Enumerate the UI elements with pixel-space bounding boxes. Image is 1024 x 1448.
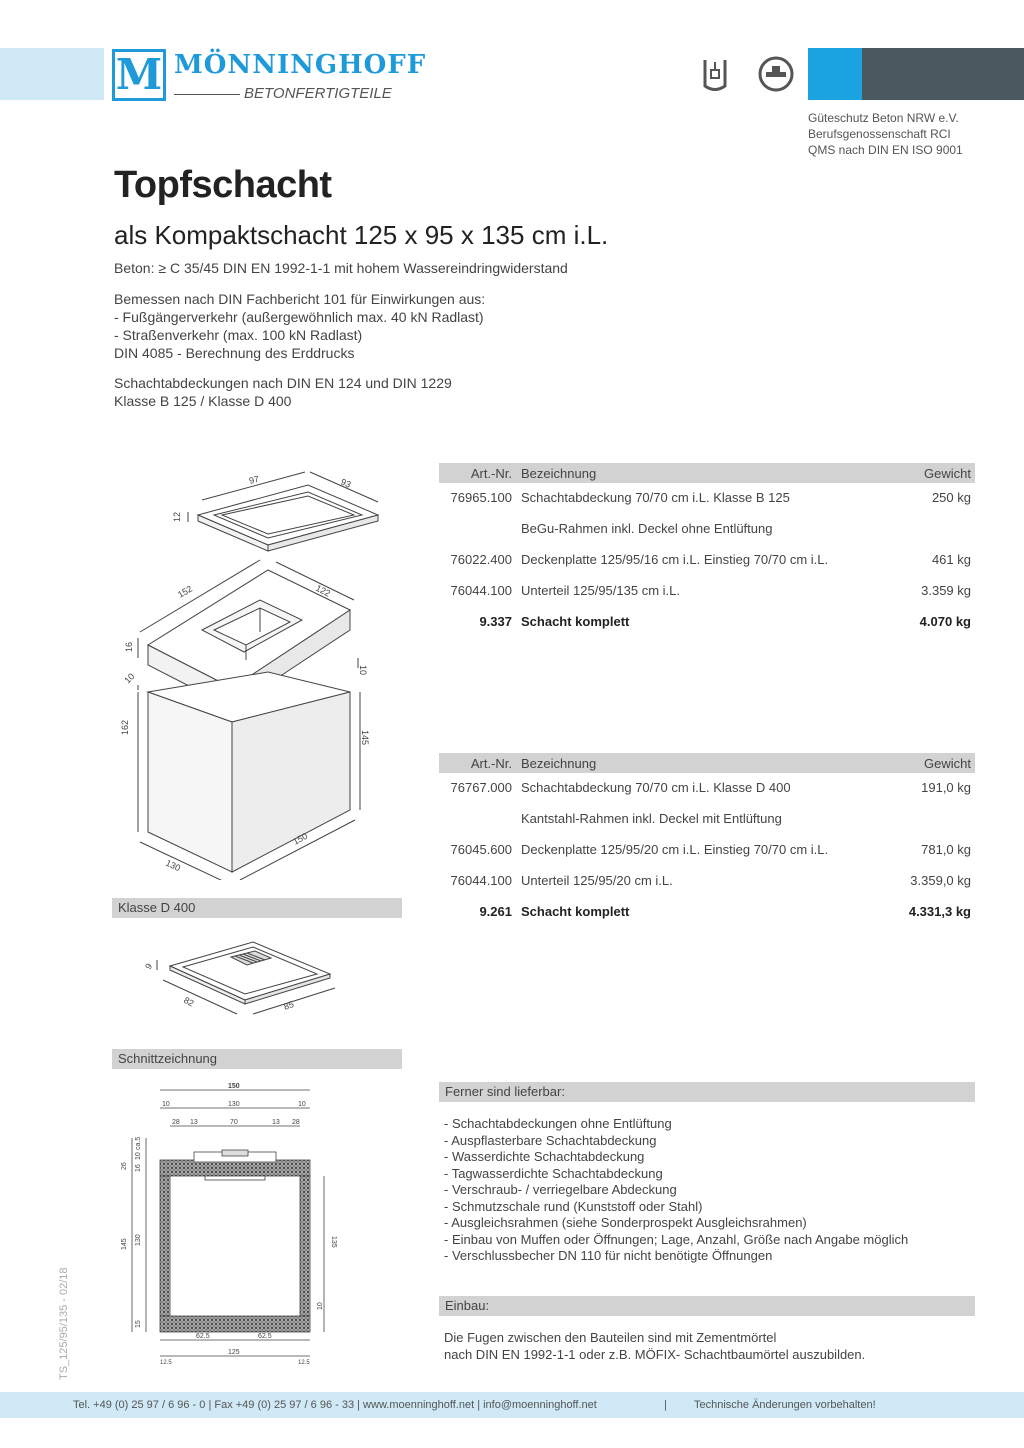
dim-base-h: 162 bbox=[120, 719, 130, 735]
dim-v16: 16 bbox=[135, 1164, 142, 1172]
col-art: Art.-Nr. bbox=[470, 756, 512, 771]
list-item: - Verschlussbecher DN 110 für nicht benötigte Öffnungen bbox=[444, 1248, 773, 1263]
cert-line: Berufsgenossenschaft RCI bbox=[808, 127, 951, 141]
dim-base-top: 10 bbox=[122, 671, 137, 686]
cell-art: 76045.600 bbox=[450, 842, 512, 857]
brand-name: MÖNNINGHOFF bbox=[174, 50, 427, 80]
table-row bbox=[439, 483, 975, 514]
table-klasse-b bbox=[439, 463, 975, 638]
dim-b625b: 62.5 bbox=[258, 1333, 272, 1340]
einbau-line: nach DIN EN 1992-1-1 oder z.B. MÖFIX- Schachtbaumörtel auszubilden. bbox=[444, 1346, 866, 1362]
dim-b125l: 12.5 bbox=[160, 1360, 172, 1366]
dim-slab-top: 10 bbox=[358, 665, 368, 676]
label-schnitt: Schnittzeichnung bbox=[112, 1049, 402, 1069]
table-klasse-d bbox=[439, 753, 975, 928]
cell-gew: 250 kg bbox=[931, 490, 971, 505]
cell-gew: 3.359 kg bbox=[921, 583, 971, 598]
dim-slab-b: 122 bbox=[314, 582, 333, 599]
footer-note: Technische Änderungen vorbehalten! bbox=[694, 1399, 876, 1411]
brand-subtitle: BETONFERTIGTEILE bbox=[244, 85, 392, 102]
list-item: - Schachtabdeckungen ohne Entlüftung bbox=[444, 1116, 672, 1131]
dim-top: 150 bbox=[228, 1083, 240, 1090]
bemessen-line: - Fußgängerverkehr (außergewöhnlich max. 40 kN Radlast) bbox=[114, 309, 484, 325]
abdeckung-block bbox=[114, 374, 452, 410]
d400-cover-drawing bbox=[135, 930, 345, 1025]
label-klasse-d: Klasse D 400 bbox=[112, 898, 402, 918]
table-row bbox=[439, 866, 975, 897]
cell-bez: Schachtabdeckung 70/70 cm i.L. Klasse B 125 bbox=[521, 490, 790, 505]
logo-letter: M bbox=[115, 50, 163, 99]
cell-bez: Schacht komplett bbox=[521, 904, 630, 919]
bg-seal-icon bbox=[756, 54, 796, 94]
dim-d400-h: 9 bbox=[143, 961, 155, 971]
dim-s13a: 13 bbox=[190, 1119, 198, 1126]
doc-id: TS_125/95/135 - 02/18 bbox=[58, 1267, 70, 1380]
dim-d400-a: 82 bbox=[182, 994, 196, 1009]
cell-gew: 4.331,3 kg bbox=[908, 904, 971, 919]
cell-bez: Kantstahl-Rahmen inkl. Deckel mit Entlüftung bbox=[521, 811, 782, 826]
header-accent-dark bbox=[862, 48, 1024, 100]
dim-s28b: 28 bbox=[292, 1119, 300, 1126]
col-gew: Gewicht bbox=[924, 466, 971, 481]
col-gew: Gewicht bbox=[924, 756, 971, 771]
footer-separator: | bbox=[664, 1399, 667, 1411]
dim-v5: ca.5 bbox=[135, 1136, 142, 1150]
dim-base-a: 130 bbox=[164, 857, 183, 874]
page-subtitle: als Kompaktschacht 125 x 95 x 135 cm i.L. bbox=[114, 220, 609, 250]
einbau-text bbox=[444, 1330, 865, 1363]
dim-wall-r: 10 bbox=[298, 1101, 306, 1108]
table-header bbox=[439, 753, 975, 773]
dim-slab-a: 152 bbox=[176, 583, 195, 600]
dim-b625a: 62.5 bbox=[196, 1333, 210, 1340]
einbau-line: Die Fugen zwischen den Bauteilen sind mit Zementmörtel bbox=[444, 1330, 777, 1345]
bemessen-block bbox=[114, 290, 485, 362]
cell-bez: BeGu-Rahmen inkl. Deckel ohne Entlüftung bbox=[521, 521, 773, 536]
table-row bbox=[439, 773, 975, 804]
quality-seal-icon bbox=[700, 56, 730, 94]
table-row bbox=[439, 835, 975, 866]
dim-v15: 15 bbox=[135, 1320, 142, 1328]
dim-slab-h: 16 bbox=[124, 641, 134, 652]
dim-s13b: 13 bbox=[272, 1119, 280, 1126]
table-total-row bbox=[439, 607, 975, 638]
bemessen-line: Bemessen nach DIN Fachbericht 101 für Einwirkungen aus: bbox=[114, 291, 486, 307]
list-item: - Wasserdichte Schachtabdeckung bbox=[444, 1149, 645, 1164]
section-drawing bbox=[110, 1078, 350, 1368]
abdeckung-line: Klasse B 125 / Klasse D 400 bbox=[114, 393, 292, 409]
dim-v135: 135 bbox=[330, 1236, 337, 1248]
table-header bbox=[439, 463, 975, 483]
cell-bez: Unterteil 125/95/135 cm i.L. bbox=[521, 583, 680, 598]
cell-gew: 191,0 kg bbox=[921, 780, 971, 795]
ferner-title: Ferner sind lieferbar: bbox=[439, 1082, 975, 1102]
bemessen-line: DIN 4085 - Berechnung des Erddrucks bbox=[114, 345, 355, 361]
einbau-title: Einbau: bbox=[439, 1296, 975, 1316]
dim-base-h2: 145 bbox=[360, 730, 370, 746]
list-item: - Einbau von Muffen oder Öffnungen; Lage, Anzahl, Größe nach Angabe möglich bbox=[444, 1231, 909, 1247]
cell-gew: 461 kg bbox=[931, 552, 971, 567]
dim-s70: 70 bbox=[230, 1119, 238, 1126]
dim-v10b: 10 bbox=[317, 1302, 324, 1310]
dim-v10: 10 bbox=[135, 1152, 142, 1160]
dim-b125: 125 bbox=[228, 1349, 240, 1356]
dim-inner-top: 130 bbox=[228, 1101, 240, 1108]
dim-cover-b: 93 bbox=[339, 476, 353, 490]
cell-gew: 3.359,0 kg bbox=[910, 873, 971, 888]
col-art: Art.-Nr. bbox=[470, 466, 512, 481]
dim-v130: 130 bbox=[135, 1234, 142, 1246]
beton-spec: Beton: ≥ C 35/45 DIN EN 1992-1-1 mit hohem Wassereindringwiderstand bbox=[114, 260, 568, 276]
list-item: - Ausgleichsrahmen (siehe Sonderprospekt Ausgleichsrahmen) bbox=[444, 1215, 807, 1230]
table-row bbox=[439, 514, 975, 545]
cell-bez: Deckenplatte 125/95/20 cm i.L. Einstieg 70/70 cm i.L. bbox=[521, 842, 829, 857]
cell-bez: Schachtabdeckung 70/70 cm i.L. Klasse D 400 bbox=[521, 780, 791, 795]
cell-gew: 4.070 kg bbox=[919, 614, 971, 629]
ferner-list bbox=[444, 1116, 908, 1265]
cell-art: 76767.000 bbox=[450, 780, 512, 795]
dim-cover-h: 12 bbox=[172, 511, 182, 522]
dim-d400-b: 85 bbox=[282, 999, 296, 1012]
cert-line: QMS nach DIN EN ISO 9001 bbox=[808, 143, 963, 157]
cell-bez: Unterteil 125/95/20 cm i.L. bbox=[521, 873, 673, 888]
brand-underline bbox=[174, 94, 240, 95]
list-item: - Verschraub- / verriegelbare Abdeckung bbox=[444, 1182, 677, 1197]
cell-art: 76044.100 bbox=[450, 583, 512, 598]
col-bez: Bezeichnung bbox=[521, 756, 597, 771]
list-item: - Tagwasserdichte Schachtabdeckung bbox=[444, 1165, 663, 1181]
cell-bez: Schacht komplett bbox=[521, 614, 630, 629]
list-item: - Schmutzschale rund (Kunststoff oder Stahl) bbox=[444, 1198, 703, 1214]
table-row bbox=[439, 576, 975, 607]
base-part bbox=[148, 672, 350, 872]
abdeckung-line: Schachtabdeckungen nach DIN EN 124 und DIN 1229 bbox=[114, 375, 452, 391]
page-title: Topfschacht bbox=[114, 164, 332, 206]
dim-v145: 145 bbox=[121, 1238, 128, 1250]
cell-bez: Deckenplatte 125/95/16 cm i.L. Einstieg 70/70 cm i.L. bbox=[521, 552, 829, 567]
dim-b125r: 12.5 bbox=[298, 1360, 310, 1366]
list-item: - Auspflasterbare Schachtabdeckung bbox=[444, 1132, 657, 1148]
cover-part bbox=[198, 485, 378, 551]
table-total-row bbox=[439, 897, 975, 928]
dim-s28a: 28 bbox=[172, 1119, 180, 1126]
header-accent-blue bbox=[808, 48, 862, 100]
isometric-drawing bbox=[110, 460, 410, 880]
cell-art: 9.337 bbox=[479, 614, 512, 629]
cell-art: 76022.400 bbox=[450, 552, 512, 567]
cell-art: 9.261 bbox=[479, 904, 512, 919]
col-bez: Bezeichnung bbox=[521, 466, 597, 481]
cell-art: 76965.100 bbox=[450, 490, 512, 505]
dim-cover-a: 97 bbox=[247, 473, 261, 486]
footer-contact: Tel. +49 (0) 25 97 / 6 96 - 0 | Fax +49 (0) 25 97 / 6 96 - 33 | www.moenninghoff.net | info@moenninghoff.net bbox=[73, 1399, 597, 1411]
cert-line: Güteschutz Beton NRW e.V. bbox=[808, 111, 959, 125]
bemessen-line: - Straßenverkehr (max. 100 kN Radlast) bbox=[114, 327, 363, 343]
dim-v26: 26 bbox=[121, 1162, 128, 1170]
cell-gew: 781,0 kg bbox=[921, 842, 971, 857]
dim-base-b: 150 bbox=[291, 830, 310, 847]
table-row bbox=[439, 804, 975, 835]
cell-art: 76044.100 bbox=[450, 873, 512, 888]
table-row bbox=[439, 545, 975, 576]
dim-wall-l: 10 bbox=[162, 1101, 170, 1108]
certifications bbox=[808, 110, 963, 158]
